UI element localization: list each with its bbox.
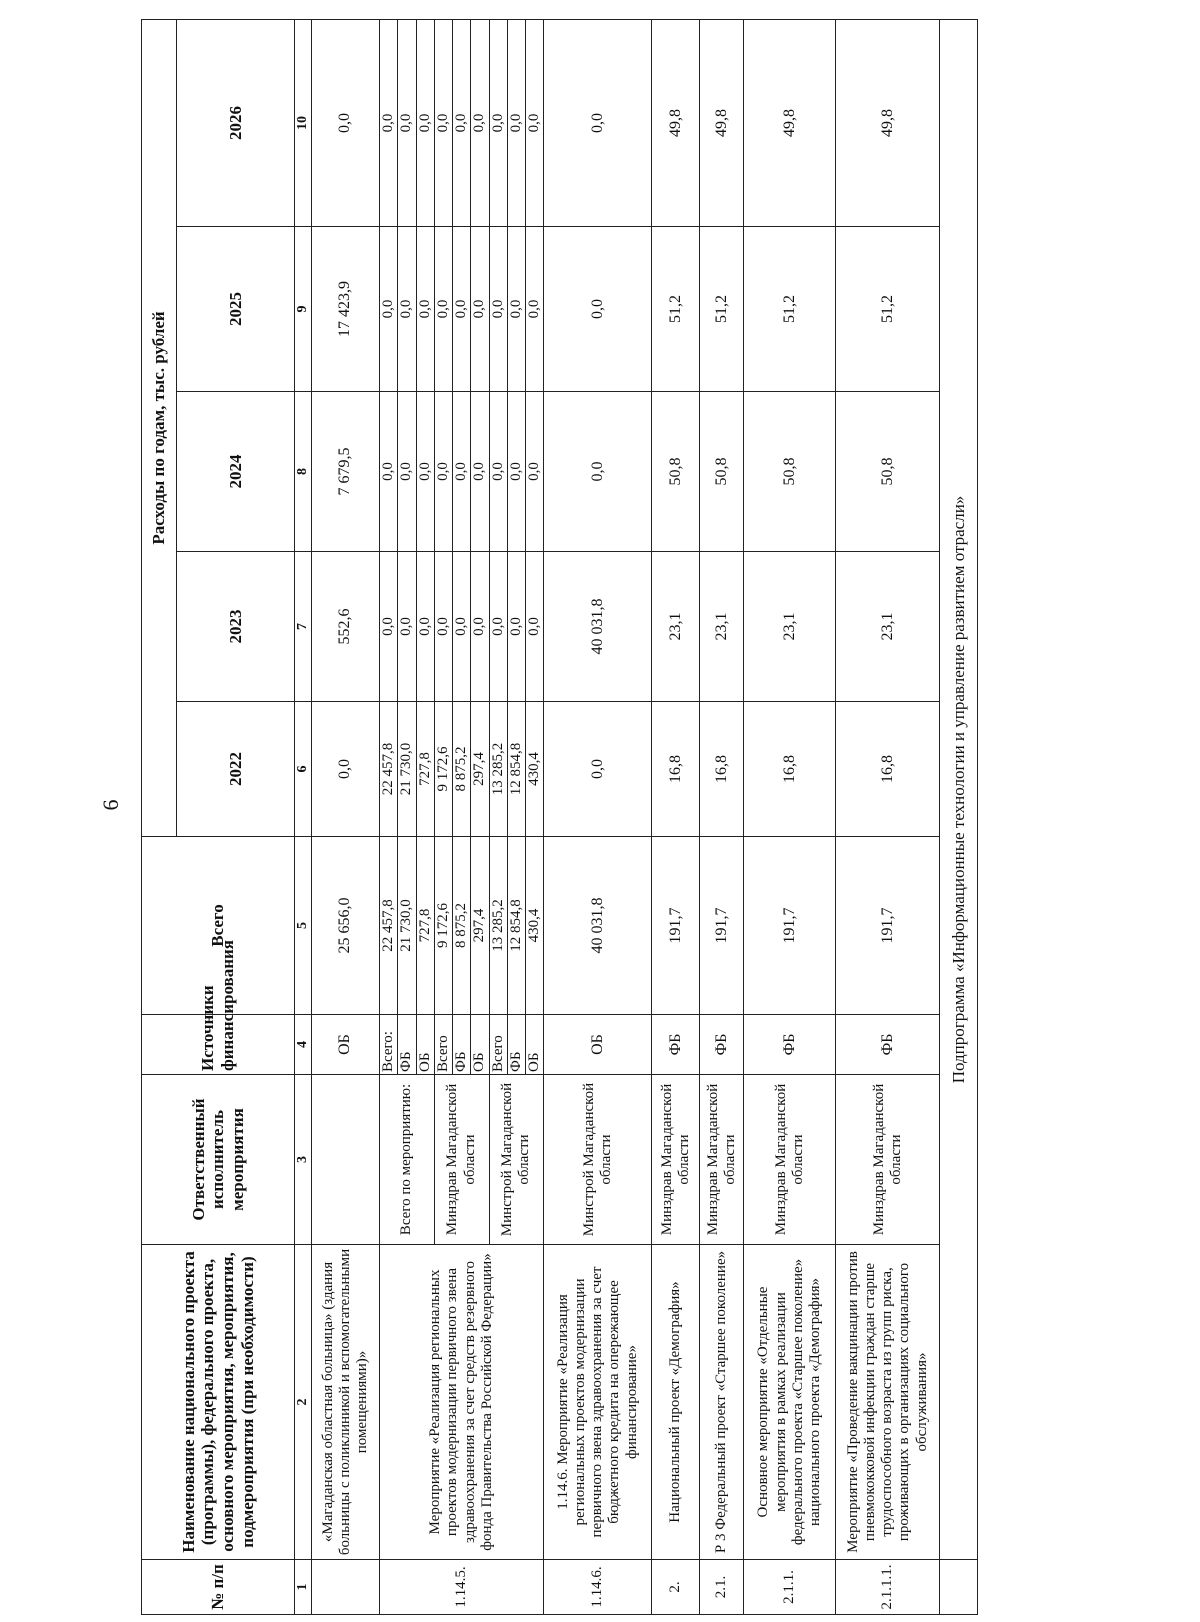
table-row	[836, 19, 940, 1614]
row-source: ОБ	[544, 1015, 652, 1075]
row-name: Р 3 Федеральный проект «Старшее поколение»	[700, 1245, 744, 1560]
row-value: 0,0	[398, 552, 416, 702]
column-number: 6	[295, 702, 312, 837]
row-executor: Всего по мероприятию:	[380, 1075, 435, 1245]
row-value: 0,0	[544, 19, 652, 226]
row-value: 430,4	[526, 702, 544, 837]
row-value: 49,8	[744, 19, 836, 226]
row-total: 191,7	[652, 837, 700, 1015]
row-value: 0,0	[380, 19, 398, 226]
row-value: 0,0	[434, 552, 452, 702]
table-row	[940, 19, 978, 1614]
row-value: 0,0	[507, 392, 525, 552]
row-value: 0,0	[312, 702, 380, 837]
column-number: 10	[295, 19, 312, 226]
row-number	[312, 1560, 380, 1615]
header-year: 2025	[177, 227, 295, 392]
header-year: 2026	[177, 19, 295, 226]
row-executor: Минстрой Магаданской области	[544, 1075, 652, 1245]
row-value: 12 854,8	[507, 702, 525, 837]
row-value: 0,0	[434, 19, 452, 226]
row-executor: Минздрав Магаданской области	[836, 1075, 940, 1245]
row-total: 191,7	[700, 837, 744, 1015]
subprogram-title: Подпрограмма «Информационные технологии и управление развитием отрасли»	[940, 19, 978, 1559]
row-value: 0,0	[453, 19, 471, 226]
row-value: 8 875,2	[453, 702, 471, 837]
row-value: 0,0	[471, 552, 489, 702]
row-source: ОБ	[526, 1015, 544, 1075]
row-total: 8 875,2	[453, 837, 471, 1015]
column-number: 9	[295, 227, 312, 392]
row-source: ОБ	[471, 1015, 489, 1075]
row-value: 40 031,8	[544, 552, 652, 702]
row-value: 13 285,2	[489, 702, 507, 837]
row-value: 0,0	[434, 392, 452, 552]
table-row	[312, 19, 380, 1614]
row-total: 9 172,6	[434, 837, 452, 1015]
row-value: 0,0	[526, 19, 544, 226]
header-executor: Ответственный исполнитель мероприятия	[142, 1075, 295, 1245]
row-value: 727,8	[416, 702, 434, 837]
row-total: 13 285,2	[489, 837, 507, 1015]
row-value: 50,8	[700, 392, 744, 552]
row-value: 0,0	[416, 552, 434, 702]
row-value: 0,0	[380, 552, 398, 702]
row-total: 12 854,8	[507, 837, 525, 1015]
row-total: 22 457,8	[380, 837, 398, 1015]
row-value: 0,0	[526, 392, 544, 552]
row-source: ФБ	[507, 1015, 525, 1075]
table-row	[744, 19, 836, 1614]
row-name: Мероприятие «Реализация региональных проектов модернизации первичного звена здравоохранения за счет средств резервного фонда Правительства Российской Федерации»	[380, 1245, 544, 1560]
row-value: 9 172,6	[434, 702, 452, 837]
header-number: № п/п	[142, 1560, 295, 1615]
row-value: 51,2	[700, 227, 744, 392]
row-value: 0,0	[526, 227, 544, 392]
row-value: 49,8	[652, 19, 700, 226]
row-total: 727,8	[416, 837, 434, 1015]
row-source: ФБ	[744, 1015, 836, 1075]
row-value: 51,2	[836, 227, 940, 392]
column-number: 8	[295, 392, 312, 552]
header-years-group: Расходы по годам, тыс. рублей	[142, 19, 177, 836]
table-row	[544, 19, 652, 1614]
row-executor: Минздрав Магаданской области	[652, 1075, 700, 1245]
row-executor: Минстрой Магаданской области	[489, 1075, 544, 1245]
row-value: 0,0	[544, 392, 652, 552]
row-value: 22 457,8	[380, 702, 398, 837]
header-year: 2023	[177, 552, 295, 702]
row-value: 552,6	[312, 552, 380, 702]
row-source: ОБ	[312, 1015, 380, 1075]
row-total: 297,4	[471, 837, 489, 1015]
row-value: 0,0	[312, 19, 380, 226]
row-value: 23,1	[836, 552, 940, 702]
row-value: 0,0	[507, 552, 525, 702]
row-value: 0,0	[453, 392, 471, 552]
row-number: 1.14.6.	[544, 1560, 652, 1615]
row-value: 0,0	[416, 19, 434, 226]
table-row	[652, 19, 700, 1614]
row-value: 0,0	[434, 227, 452, 392]
row-source: ФБ	[652, 1015, 700, 1075]
row-value: 0,0	[453, 552, 471, 702]
header-year: 2024	[177, 392, 295, 552]
row-value: 21 730,0	[398, 702, 416, 837]
row-value: 16,8	[652, 702, 700, 837]
row-value: 16,8	[836, 702, 940, 837]
row-total: 21 730,0	[398, 837, 416, 1015]
row-executor: Минздрав Магаданской области	[434, 1075, 489, 1245]
row-number: 2.1.	[700, 1560, 744, 1615]
row-source: ФБ	[453, 1015, 471, 1075]
row-total: 25 656,0	[312, 837, 380, 1015]
row-value: 0,0	[380, 227, 398, 392]
header-source: Источники финансирования	[142, 1015, 295, 1075]
row-value: 7 679,5	[312, 392, 380, 552]
row-value: 0,0	[471, 19, 489, 226]
row-name: Мероприятие «Проведение вакцинации против пневмококковой инфекции граждан старше трудоспособного возраста из групп риска, проживающих в организациях социального обслуживания»	[836, 1245, 940, 1560]
row-value: 0,0	[544, 702, 652, 837]
row-value: 0,0	[398, 227, 416, 392]
row-source: ОБ	[416, 1015, 434, 1075]
header-year: 2022	[177, 702, 295, 837]
row-source: Всего:	[380, 1015, 398, 1075]
row-value: 0,0	[453, 227, 471, 392]
row-value: 0,0	[416, 392, 434, 552]
row-value: 50,8	[744, 392, 836, 552]
column-number: 5	[295, 837, 312, 1015]
table-row	[700, 19, 744, 1614]
row-value: 16,8	[700, 702, 744, 837]
row-value: 17 423,9	[312, 227, 380, 392]
row-value: 23,1	[700, 552, 744, 702]
row-value: 0,0	[507, 19, 525, 226]
row-value: 0,0	[380, 392, 398, 552]
row-value: 0,0	[471, 392, 489, 552]
row-number: 2.	[652, 1560, 700, 1615]
header-total: Всего	[142, 837, 295, 1015]
row-number: 1.14.5.	[380, 1560, 544, 1615]
row-value: 51,2	[652, 227, 700, 392]
row-source: Всего	[434, 1015, 452, 1075]
row-value: 16,8	[744, 702, 836, 837]
row-value: 0,0	[489, 227, 507, 392]
row-value: 0,0	[544, 227, 652, 392]
row-value: 0,0	[489, 552, 507, 702]
row-value: 0,0	[416, 227, 434, 392]
row-value: 0,0	[526, 552, 544, 702]
column-number: 1	[295, 1560, 312, 1615]
row-value: 297,4	[471, 702, 489, 837]
row-name: 1.14.6. Мероприятие «Реализация региональных проектов модернизации первичного звена здравоохранения за счет бюджетного кредита на опережающее финансирование»	[544, 1245, 652, 1560]
subprogram-number-cell	[940, 1560, 978, 1615]
row-value: 50,8	[652, 392, 700, 552]
row-value: 0,0	[489, 19, 507, 226]
column-number: 4	[295, 1015, 312, 1075]
row-total: 191,7	[744, 837, 836, 1015]
row-number: 2.1.1.	[744, 1560, 836, 1615]
row-total: 191,7	[836, 837, 940, 1015]
row-name: «Магаданская областная больница» (здания больницы с поликлиникой и вспомогательными помещениями)»	[312, 1245, 380, 1560]
row-value: 0,0	[398, 392, 416, 552]
row-source: ФБ	[700, 1015, 744, 1075]
column-number: 3	[295, 1075, 312, 1245]
expenses-table	[141, 19, 978, 1615]
row-value: 51,2	[744, 227, 836, 392]
row-value: 0,0	[489, 392, 507, 552]
column-number: 2	[295, 1245, 312, 1560]
row-name: Национальный проект «Демография»	[652, 1245, 700, 1560]
row-source: ФБ	[836, 1015, 940, 1075]
row-value: 0,0	[398, 19, 416, 226]
row-total: 40 031,8	[544, 837, 652, 1015]
row-source: Всего	[489, 1015, 507, 1075]
row-value: 0,0	[471, 227, 489, 392]
page-number: 6	[98, 799, 123, 811]
row-source: ФБ	[398, 1015, 416, 1075]
column-number: 7	[295, 552, 312, 702]
row-executor: Минздрав Магаданской области	[744, 1075, 836, 1245]
row-value: 50,8	[836, 392, 940, 552]
row-total: 430,4	[526, 837, 544, 1015]
rotated-table-wrapper	[141, 20, 1106, 1615]
row-value: 49,8	[836, 19, 940, 226]
row-value: 49,8	[700, 19, 744, 226]
header-name: Наименование национального проекта (программы), федерального проекта, основного мероприятия, мероприятия, подмероприятия (при необходимости)	[142, 1245, 295, 1560]
row-value: 23,1	[652, 552, 700, 702]
row-value: 23,1	[744, 552, 836, 702]
table-row	[380, 19, 398, 1614]
row-executor	[312, 1075, 380, 1245]
row-executor: Минздрав Магаданской области	[700, 1075, 744, 1245]
row-value: 0,0	[507, 227, 525, 392]
row-number: 2.1.1.1.	[836, 1560, 940, 1615]
row-name: Основное мероприятие «Отдельные мероприятия в рамках реализации федерального проекта «Старшее поколение» национального проекта «Демография»	[744, 1245, 836, 1560]
